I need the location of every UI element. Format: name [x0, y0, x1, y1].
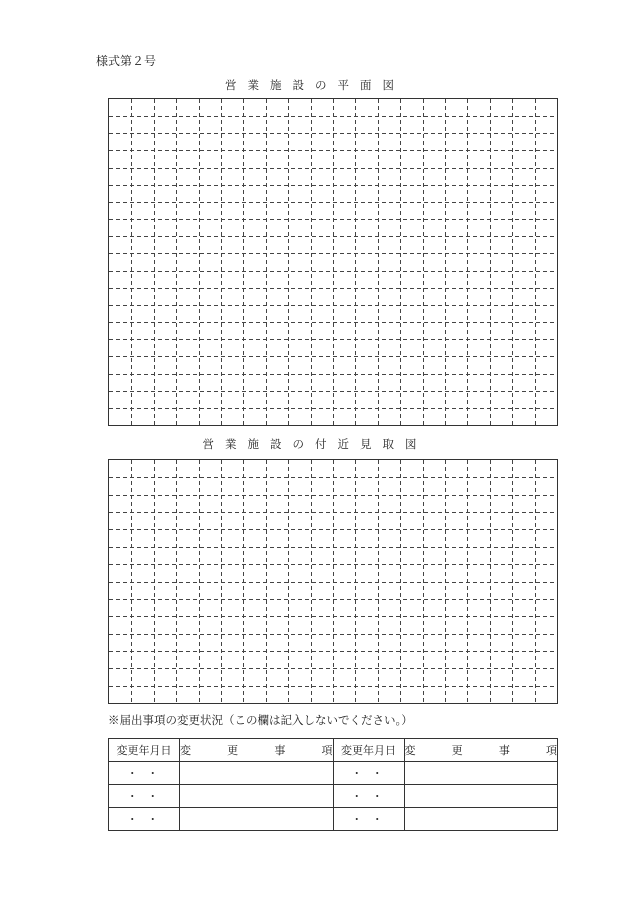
change-date-cell[interactable]: ・ ・ — [109, 808, 180, 831]
change-item-cell[interactable] — [404, 785, 558, 808]
table-row — [109, 762, 558, 785]
area-map-grid[interactable] — [108, 459, 558, 704]
change-status-table — [108, 738, 558, 831]
header-change-item-label — [180, 742, 333, 758]
table-row — [109, 808, 558, 831]
header-char: 更 — [451, 744, 463, 757]
header-char: 項 — [321, 744, 333, 757]
header-char: 変 — [180, 744, 191, 757]
change-date-cell[interactable]: ・ ・ — [109, 762, 180, 785]
header-change-date: 変更年月日 — [333, 739, 404, 762]
change-item-cell[interactable] — [180, 785, 334, 808]
change-item-cell[interactable] — [404, 808, 558, 831]
change-date-cell[interactable]: ・ ・ — [109, 785, 180, 808]
header-char: 事 — [498, 744, 510, 757]
grid-lines — [109, 460, 557, 703]
table-header-row — [109, 739, 558, 762]
change-date-cell[interactable]: ・ ・ — [333, 762, 404, 785]
change-date-cell[interactable]: ・ ・ — [333, 785, 404, 808]
grid-lines — [109, 99, 557, 425]
change-status-note: ※届出事項の変更状況（この欄は記入しないでください。） — [108, 713, 413, 727]
form-number: 様式第２号 — [96, 54, 157, 68]
change-item-cell[interactable] — [404, 762, 558, 785]
change-item-cell[interactable] — [180, 808, 334, 831]
floor-plan-grid[interactable] — [108, 98, 558, 426]
header-char: 項 — [545, 744, 557, 757]
header-change-date: 変更年月日 — [109, 739, 180, 762]
header-change-item-label — [405, 742, 558, 758]
change-date-cell[interactable]: ・ ・ — [333, 808, 404, 831]
change-item-cell[interactable] — [180, 762, 334, 785]
floor-plan-title: 営業施設の平面図 — [225, 78, 405, 92]
header-char: 事 — [274, 744, 286, 757]
header-change-item — [404, 739, 558, 762]
header-char: 更 — [227, 744, 239, 757]
table-row — [109, 785, 558, 808]
header-change-item — [180, 739, 334, 762]
header-char: 変 — [404, 744, 416, 757]
area-map-title: 営業施設の付近見取図 — [202, 437, 428, 451]
